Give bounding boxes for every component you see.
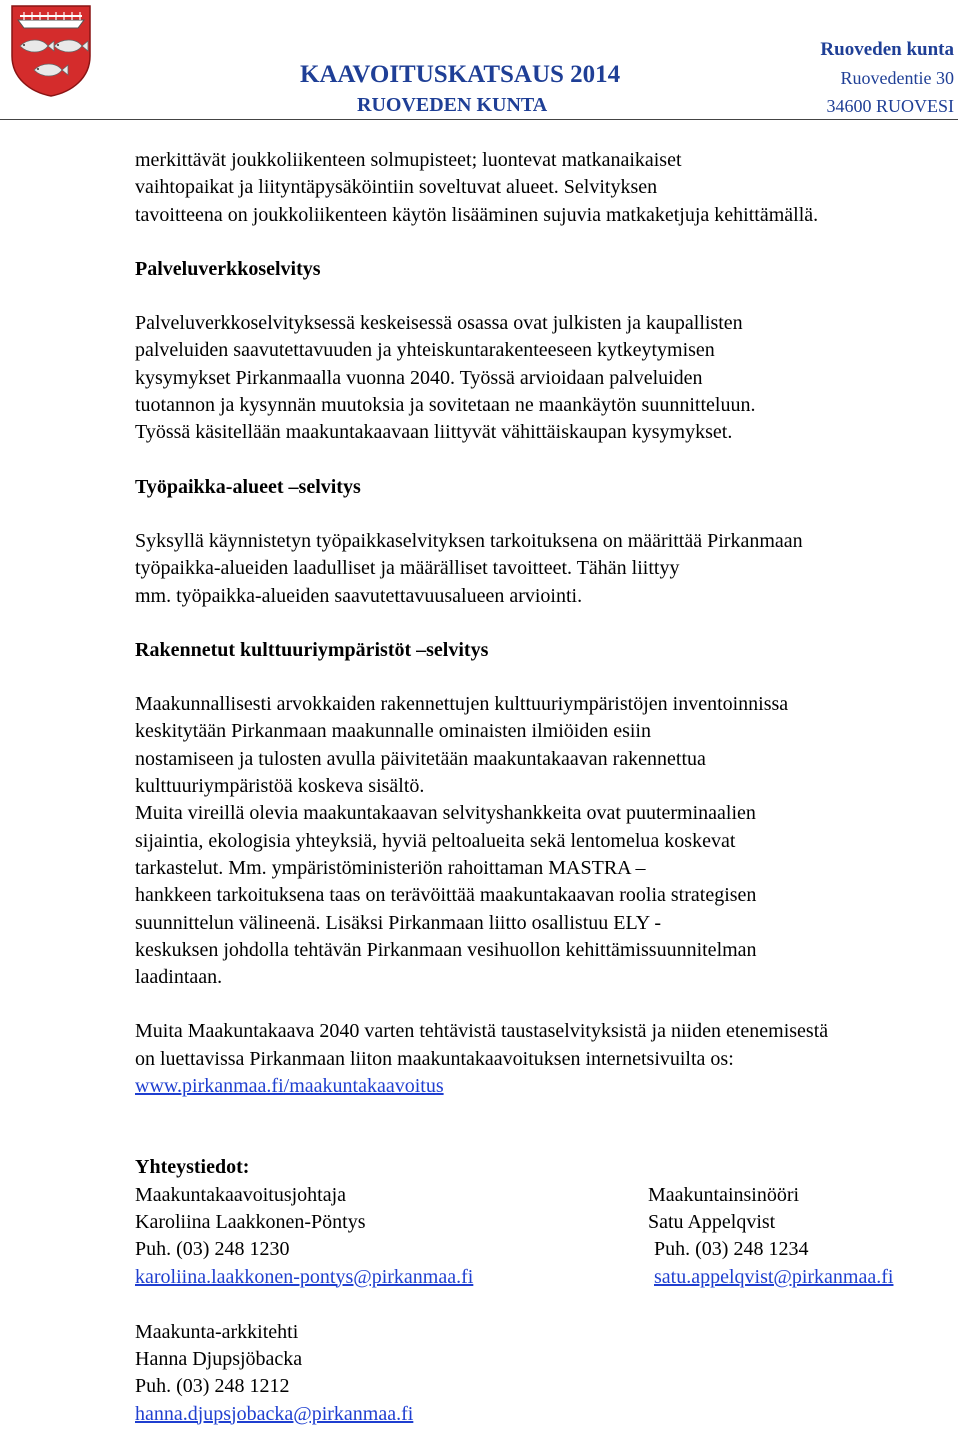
- contact-name: Hanna Djupsjöbacka: [135, 1347, 303, 1370]
- contact-phone: Puh. (03) 248 1230: [135, 1238, 290, 1261]
- text-line: tarkastelut. Mm. ympäristöministeriön rahoittaman MASTRA –: [135, 856, 646, 879]
- document-body: [135, 147, 955, 1428]
- text-line: mm. työpaikka-alueiden saavutettavuusalueen arviointi.: [135, 584, 583, 607]
- contacts-title: Yhteystiedot:: [135, 1156, 250, 1179]
- text-line: keskuksen johdolla tehtävän Pirkanmaan vesihuollon kehittämissuunnitelman: [135, 938, 757, 961]
- text-line: vaihtopaikat ja liityntäpysäköintiin soveltuvat alueet. Selvityksen: [135, 176, 658, 199]
- contact-card: [648, 1182, 893, 1291]
- maakuntakaavoitus-link[interactable]: www.pirkanmaa.fi/maakuntakaavoitus: [135, 1075, 444, 1098]
- section-heading-palveluverkko: Palveluverkkoselvitys: [135, 257, 321, 280]
- closing-paragraph: [135, 1018, 955, 1100]
- section-heading-kulttuuriymparistot: Rakennetut kulttuuriympäristöt –selvitys: [135, 638, 489, 661]
- coat-of-arms-icon: [10, 4, 92, 98]
- text-line: Työssä käsitellään maakuntakaavaan liittyvät vähittäiskaupan kysymykset.: [135, 421, 733, 444]
- page-header: [0, 0, 960, 120]
- text-line: sijaintia, ekologisia yhteyksiä, hyviä peltoalueita sekä lentomelua koskevat: [135, 829, 736, 852]
- contact-name: Satu Appelqvist: [648, 1210, 776, 1233]
- text-line: suunnittelun välineenä. Lisäksi Pirkanmaan liitto osallistuu ELY -: [135, 911, 662, 934]
- text-line: laadintaan.: [135, 966, 223, 989]
- text-line: työpaikka-alueiden laadulliset ja määrälliset tavoitteet. Tähän liittyy: [135, 557, 680, 580]
- text-line: Maakunnallisesti arvokkaiden rakennettujen kulttuuriympäristöjen inventoinnissa: [135, 693, 789, 716]
- contact-name: Karoliina Laakkonen-Pöntys: [135, 1210, 366, 1233]
- text-line: Palveluverkkoselvityksessä keskeisessä osassa ovat julkisten ja kaupallisten: [135, 312, 743, 335]
- text-line: kysymykset Pirkanmaalla vuonna 2040. Työssä arvioidaan palveluiden: [135, 366, 703, 389]
- organization-name: Ruoveden kunta: [820, 39, 954, 60]
- contact-email-link[interactable]: satu.appelqvist@pirkanmaa.fi: [654, 1265, 894, 1288]
- text-line: palveluiden saavutettavuuden ja yhteiskuntarakenteeseen kytkeytymisen: [135, 339, 715, 362]
- document-subtitle: RUOVEDEN KUNTA: [357, 94, 548, 116]
- section-paragraph-kulttuuriymparistot: [135, 691, 955, 991]
- text-line: keskitytään Pirkanmaan maakunnalle ominaisten ilmiöiden esiin: [135, 720, 651, 743]
- contact-role: Maakuntainsinööri: [648, 1183, 800, 1206]
- contact-email-link[interactable]: hanna.djupsjobacka@pirkanmaa.fi: [135, 1402, 414, 1425]
- contact-phone: Puh. (03) 248 1212: [135, 1375, 290, 1398]
- text-line: Muita vireillä olevia maakuntakaavan selvityshankkeita ovat puuterminaalien: [135, 802, 756, 825]
- text-line: Syksyllä käynnistetyn työpaikkaselvityksen tarkoituksena on määrittää Pirkanmaan: [135, 529, 803, 552]
- text-line: on luettavissa Pirkanmaan liiton maakuntakaavoituksen internetsivuilta os:: [135, 1047, 734, 1070]
- text-line: merkittävät joukkoliikenteen solmupisteet; luontevat matkanaikaiset: [135, 149, 682, 171]
- section-paragraph-tyopaikka: [135, 528, 955, 610]
- contact-email-link[interactable]: karoliina.laakkonen-pontys@pirkanmaa.fi: [135, 1265, 474, 1288]
- text-line: tuotannon ja kysynnän muutoksia ja sovitetaan ne maankäytön suunnitteluun.: [135, 394, 756, 417]
- text-line: tavoitteena on joukkoliikenteen käytön lisääminen sujuvia matkaketjuja kehittämällä.: [135, 203, 819, 226]
- contacts-grid: [135, 1182, 955, 1292]
- text-line: nostamiseen ja tulosten avulla päivitetään maakuntakaavan rakennettua: [135, 747, 706, 770]
- header-divider: [0, 119, 958, 120]
- contact-phone: Puh. (03) 248 1234: [654, 1238, 809, 1261]
- address-postal: 34600 RUOVESI: [826, 96, 954, 116]
- contact-role: Maakuntakaavoitusjohtaja: [135, 1183, 347, 1206]
- contact-card: [135, 1182, 473, 1291]
- section-heading-tyopaikka: Työpaikka-alueet –selvitys: [135, 475, 361, 498]
- text-line: Muita Maakuntakaava 2040 varten tehtävistä taustaselvityksistä ja niiden etenemisestä: [135, 1020, 829, 1043]
- contact-role: Maakunta-arkkitehti: [135, 1320, 299, 1343]
- section-paragraph-palveluverkko: [135, 310, 955, 446]
- organization-address: [820, 36, 954, 120]
- text-line: hankkeen tarkoituksena taas on terävöittää maakuntakaavan roolia strategisen: [135, 884, 757, 907]
- intro-paragraph: [135, 147, 955, 229]
- document-title: KAAVOITUSKATSAUS 2014: [300, 61, 621, 88]
- contact-card: [135, 1319, 955, 1428]
- address-street: Ruovedentie 30: [840, 68, 954, 88]
- text-line: kulttuuriympäristöä koskeva sisältö.: [135, 775, 425, 798]
